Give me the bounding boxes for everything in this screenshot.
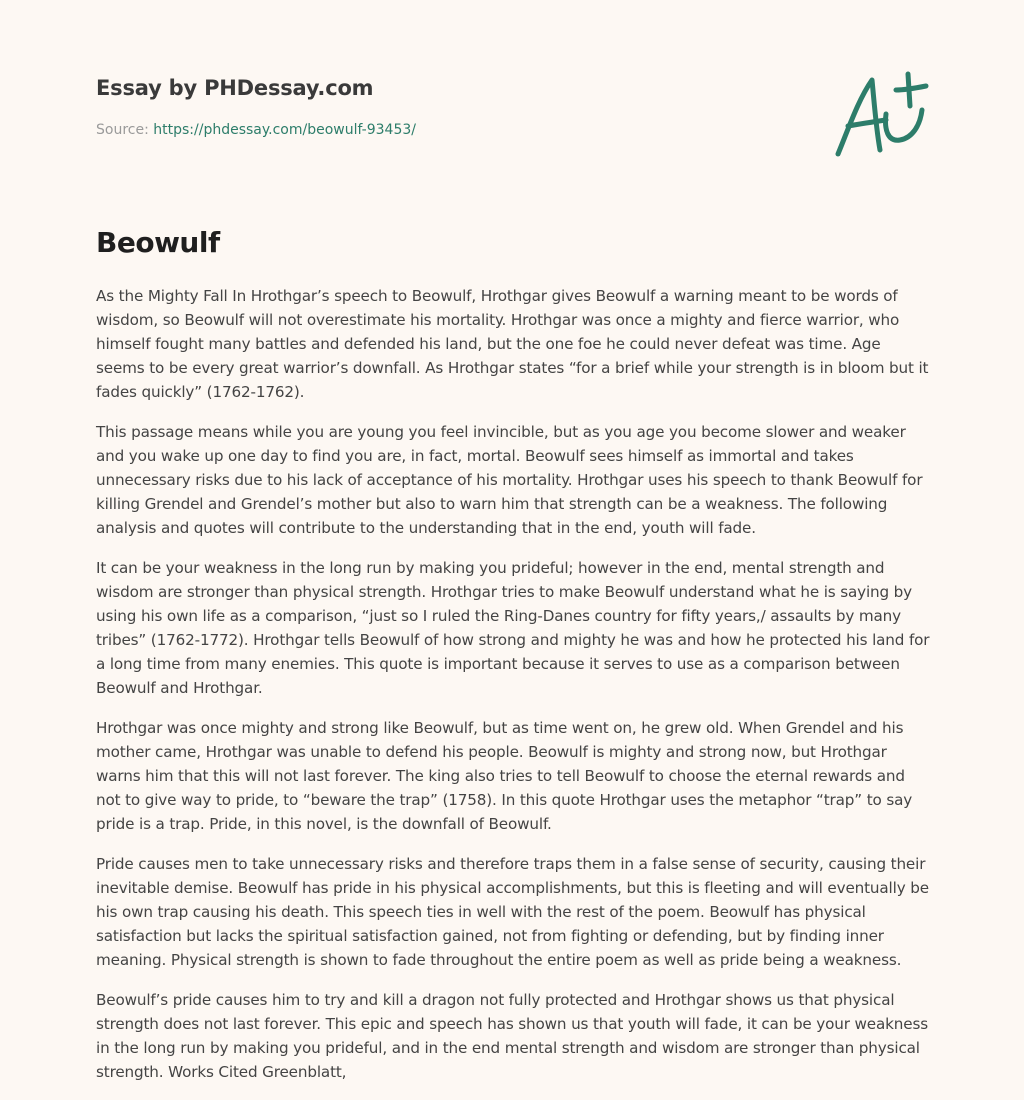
essay-paragraph: Hrothgar was once mighty and strong like Beowulf, but as time went on, he grew old. When Grendel and his mother came, Hrothgar was unable to defend his people. Beowulf is mighty and strong now, but Hrothgar warns him that this will not last forever. The king also tries to tell Beowulf to choose the eternal rewards and not to give way to pride, to “beware the trap” (1758). In this quote Hrothgar uses the metaphor “trap” to say pride is a trap. Pride, in this novel, is the downfall of Beowulf. (96, 719, 913, 833)
source-link[interactable]: https://phdessay.com/beowulf-93453/ (153, 122, 416, 138)
essay-title: Beowulf (96, 226, 220, 259)
essay-body (96, 284, 932, 1100)
page-header (96, 76, 928, 176)
site-title: Essay by PHDessay.com (96, 76, 374, 100)
source-line (96, 122, 928, 138)
essay-paragraph: Pride causes men to take unnecessary risks and therefore traps them in a false sense of security, causing their inevitable demise. Beowulf has pride in his physical accomplishments, but this is fleeting and will eventually be his own trap causing his death. This speech ties in well with the rest of the poem. Beowulf has physical satisfaction but lacks the spiritual satisfaction gained, not from fighting or defending, but by finding inner meaning. Physical strength is shown to fade throughout the entire poem as well as pride being a weakness. (96, 855, 929, 969)
essay-paragraph: Beowulf’s pride causes him to try and kill a dragon not fully protected and Hrothgar shows us that physical strength does not last forever. This epic and speech has shown us that youth will fade, it can be your weakness in the long run by making you prideful, and in the end mental strength and wisdom are stronger than physical strength. Works Cited Greenblatt, (96, 991, 928, 1081)
source-label: Source: (96, 122, 154, 138)
essay-paragraph: This passage means while you are young you feel invincible, but as you age you become slower and weaker and you wake up one day to find you are, in fact, mortal. Beowulf sees himself as immortal and takes unnecessary risks due to his lack of acceptance of his mortality. Hrothgar uses his speech to thank Beowulf for killing Grendel and Grendel’s mother but also to warn him that strength can be a weakness. The following analysis and quotes will contribute to the understanding that in the end, youth will fade. (96, 423, 923, 537)
essay-paragraph: As the Mighty Fall In Hrothgar’s speech to Beowulf, Hrothgar gives Beowulf a warning meant to be words of wisdom, so Beowulf will not overestimate his mortality. Hrothgar was once a mighty and fierce warrior, who himself fought many battles and defended his land, but the one foe he could never defeat was time. Age seems to be every great warrior’s downfall. As Hrothgar states “for a brief while your strength is in bloom but it fades quickly” (1762-1762). (96, 287, 929, 401)
essay-paragraph: It can be your weakness in the long run by making you prideful; however in the end, mental strength and wisdom are stronger than physical strength. Hrothgar tries to make Beowulf understand what he is saying by using his own life as a comparison, “just so I ruled the Ring-Danes country for fifty years,/ assaults by many tribes” (1762-1772). Hrothgar tells Beowulf of how strong and mighty he was and how he protected his land for a long time from many enemies. This quote is important because it serves to use as a comparison between Beowulf and Hrothgar. (96, 559, 930, 697)
a-plus-logo-icon (830, 70, 930, 164)
